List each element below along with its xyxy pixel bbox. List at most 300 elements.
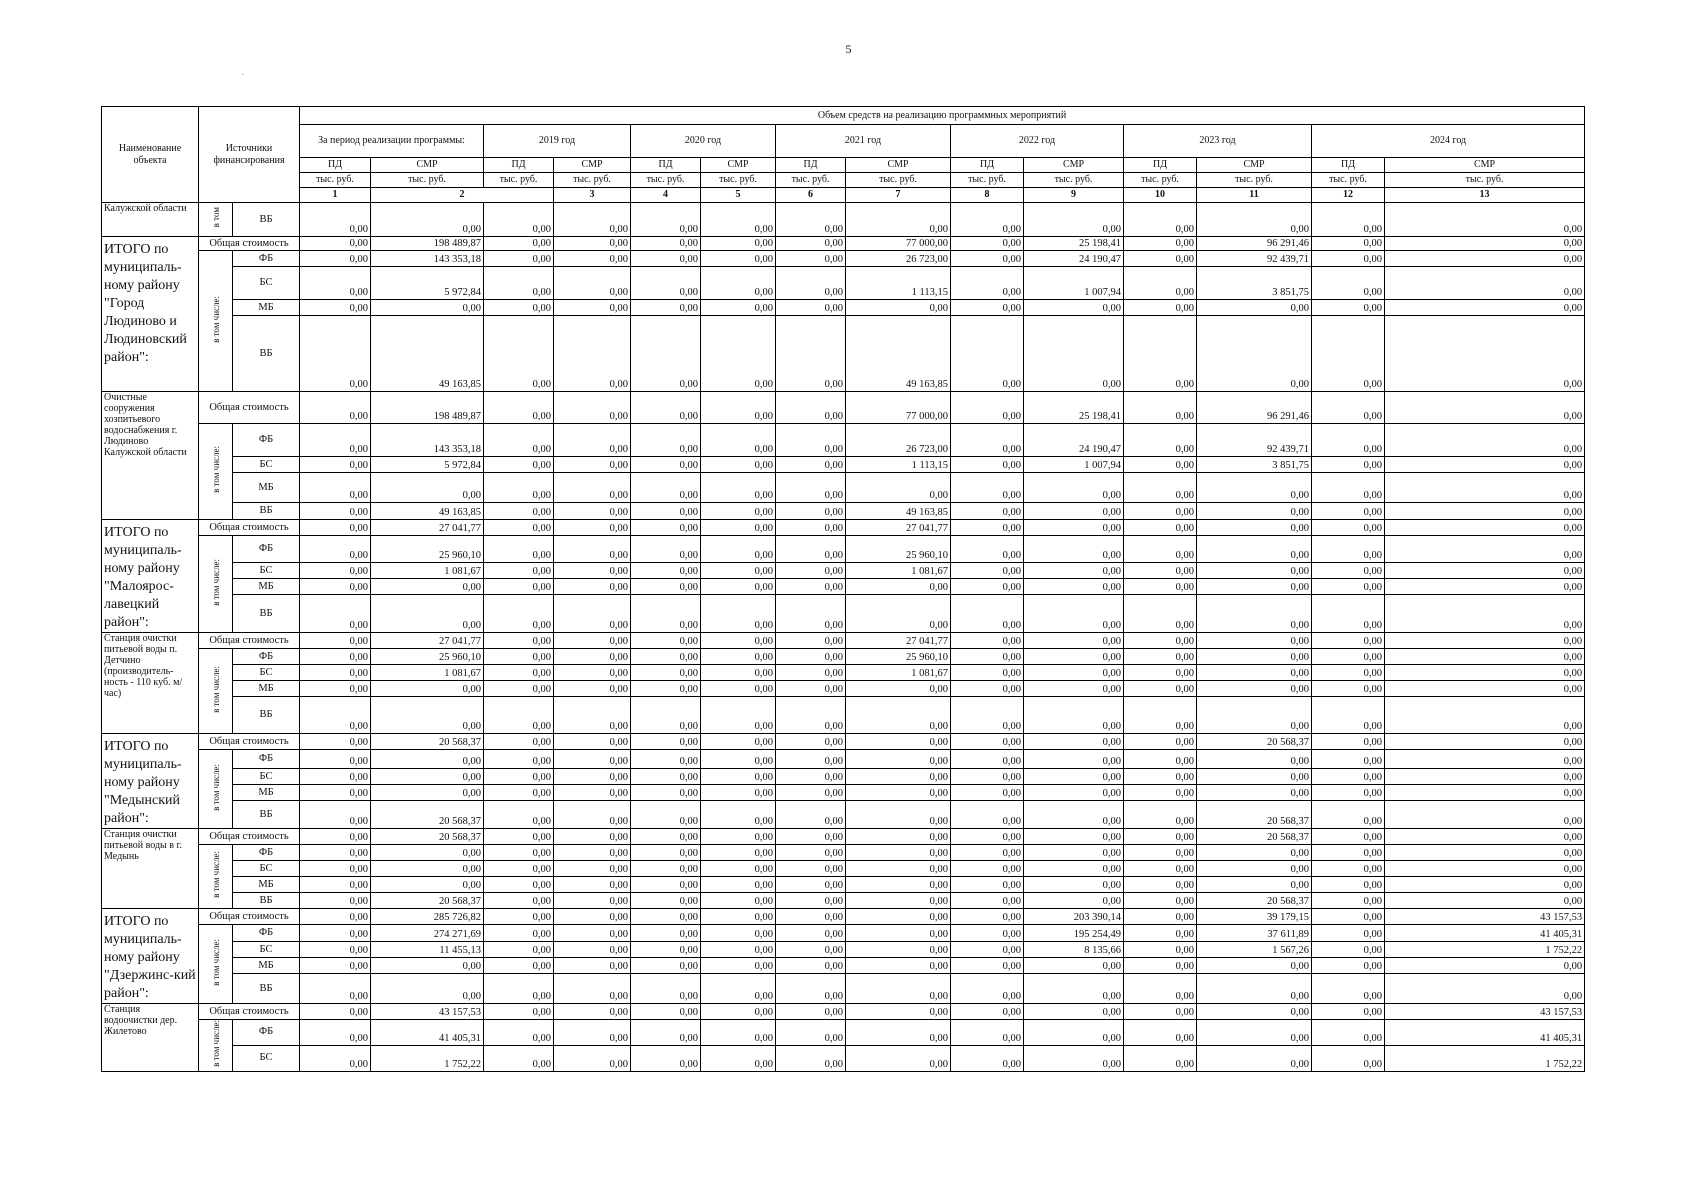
value-cell: 0,00	[776, 893, 846, 909]
value-cell: 0,00	[1024, 769, 1124, 785]
value-cell: 0,00	[701, 681, 776, 697]
value-cell: 0,00	[554, 681, 631, 697]
value-cell: 0,00	[701, 1045, 776, 1071]
source-code: МБ	[233, 300, 300, 316]
col-number: 5	[701, 188, 776, 203]
value-cell: 0,00	[1124, 893, 1197, 909]
value-cell: 0,00	[631, 785, 701, 801]
source-code: ВБ	[233, 595, 300, 633]
value-cell: 0,00	[776, 503, 846, 520]
value-cell: 0,00	[300, 300, 371, 316]
unit-label: тыс. руб.	[631, 173, 701, 188]
value-cell: 0,00	[1197, 1004, 1312, 1020]
value-cell: 0,00	[701, 457, 776, 473]
table-row	[102, 203, 1585, 237]
value-cell: 0,00	[631, 1020, 701, 1046]
table-row	[102, 893, 1585, 909]
value-cell: 0,00	[951, 845, 1024, 861]
value-cell: 0,00	[554, 203, 631, 237]
value-cell: 0,00	[1385, 203, 1585, 237]
value-cell: 41 405,31	[1385, 1020, 1585, 1046]
value-cell: 0,00	[701, 942, 776, 958]
value-cell: 0,00	[1124, 203, 1197, 237]
value-cell: 0,00	[631, 877, 701, 893]
value-cell: 0,00	[701, 665, 776, 681]
value-cell: 0,00	[846, 942, 951, 958]
value-cell: 0,00	[1024, 579, 1124, 595]
table-row	[102, 785, 1585, 801]
value-cell: 0,00	[300, 251, 371, 267]
value-cell: 0,00	[484, 536, 554, 563]
value-cell: 0,00	[776, 473, 846, 503]
value-cell: 0,00	[951, 251, 1024, 267]
value-cell: 0,00	[554, 1004, 631, 1020]
object-name: Очистные сооружения хозпитьевого водоснабжения г. Людиново Калужской области	[102, 392, 199, 520]
smr-header: СМР	[371, 158, 484, 173]
value-cell: 0,00	[1024, 503, 1124, 520]
value-cell: 0,00	[300, 681, 371, 697]
value-cell: 0,00	[846, 974, 951, 1004]
value-cell: 0,00	[701, 845, 776, 861]
value-cell: 0,00	[300, 785, 371, 801]
source-total: Общая стоимость	[199, 829, 300, 845]
value-cell: 0,00	[701, 925, 776, 942]
value-cell: 0,00	[701, 861, 776, 877]
value-cell: 0,00	[776, 316, 846, 392]
value-cell: 0,00	[951, 633, 1024, 649]
object-name: Станция очистки питьевой воды в г. Медынь	[102, 829, 199, 909]
value-cell: 0,00	[846, 300, 951, 316]
value-cell: 0,00	[776, 861, 846, 877]
value-cell: 0,00	[1024, 300, 1124, 316]
value-cell: 0,00	[1197, 1020, 1312, 1046]
value-cell: 0,00	[1312, 1004, 1385, 1020]
value-cell: 0,00	[951, 267, 1024, 300]
value-cell: 0,00	[554, 251, 631, 267]
value-cell: 0,00	[300, 769, 371, 785]
value-cell: 0,00	[1197, 520, 1312, 536]
value-cell: 0,00	[846, 829, 951, 845]
value-cell: 0,00	[1124, 785, 1197, 801]
source-code: ФБ	[233, 750, 300, 769]
value-cell: 0,00	[371, 958, 484, 974]
value-cell: 0,00	[846, 697, 951, 734]
table-row	[102, 909, 1585, 925]
value-cell: 0,00	[554, 958, 631, 974]
value-cell: 0,00	[1312, 734, 1385, 750]
value-cell: 0,00	[701, 503, 776, 520]
value-cell: 24 190,47	[1024, 251, 1124, 267]
value-cell: 0,00	[1385, 633, 1585, 649]
value-cell: 0,00	[1385, 237, 1585, 251]
value-cell: 0,00	[951, 801, 1024, 829]
table-row	[102, 801, 1585, 829]
value-cell: 0,00	[371, 845, 484, 861]
source-code: БС	[233, 861, 300, 877]
col-number: 1	[300, 188, 371, 203]
value-cell: 0,00	[1385, 681, 1585, 697]
value-cell: 0,00	[1197, 665, 1312, 681]
source-code: ВБ	[233, 697, 300, 734]
value-cell: 0,00	[631, 697, 701, 734]
value-cell: 0,00	[1312, 579, 1385, 595]
value-cell: 0,00	[1197, 1045, 1312, 1071]
value-cell: 0,00	[951, 595, 1024, 633]
value-cell: 0,00	[846, 958, 951, 974]
v-tom-chisle-text: в том числе:	[210, 665, 221, 713]
col-number: 10	[1124, 188, 1197, 203]
table-row	[102, 579, 1585, 595]
value-cell: 1 007,94	[1024, 267, 1124, 300]
value-cell: 43 157,53	[1385, 909, 1585, 925]
value-cell: 0,00	[300, 845, 371, 861]
value-cell: 0,00	[1197, 503, 1312, 520]
value-cell: 0,00	[776, 424, 846, 457]
value-cell: 0,00	[1024, 974, 1124, 1004]
unit-label: тыс. руб.	[846, 173, 951, 188]
value-cell: 0,00	[776, 974, 846, 1004]
table-row	[102, 1045, 1585, 1071]
value-cell: 0,00	[484, 1020, 554, 1046]
value-cell: 0,00	[1124, 909, 1197, 925]
value-cell: 11 455,13	[371, 942, 484, 958]
value-cell: 0,00	[554, 392, 631, 424]
value-cell: 0,00	[951, 237, 1024, 251]
v-tom-chisle-label	[199, 925, 233, 1004]
value-cell: 0,00	[1024, 1020, 1124, 1046]
value-cell: 0,00	[1124, 563, 1197, 579]
value-cell: 1 081,67	[371, 563, 484, 579]
table-row	[102, 925, 1585, 942]
table-row	[102, 424, 1585, 457]
col-number: 2	[371, 188, 554, 203]
value-cell: 0,00	[1312, 237, 1385, 251]
source-code: БС	[233, 769, 300, 785]
value-cell: 0,00	[484, 251, 554, 267]
value-cell: 0,00	[631, 251, 701, 267]
value-cell: 37 611,89	[1197, 925, 1312, 942]
value-cell: 0,00	[776, 267, 846, 300]
budget-table	[101, 106, 1585, 1072]
value-cell: 0,00	[484, 1045, 554, 1071]
value-cell: 0,00	[554, 563, 631, 579]
value-cell: 0,00	[776, 203, 846, 237]
value-cell: 0,00	[1197, 203, 1312, 237]
value-cell: 0,00	[951, 877, 1024, 893]
value-cell: 0,00	[484, 649, 554, 665]
value-cell: 0,00	[484, 563, 554, 579]
value-cell: 0,00	[951, 203, 1024, 237]
value-cell: 27 041,77	[371, 520, 484, 536]
table-row	[102, 697, 1585, 734]
v-tom-chisle-text: в том числе:	[210, 295, 221, 343]
value-cell: 0,00	[300, 473, 371, 503]
value-cell: 0,00	[701, 697, 776, 734]
value-cell: 0,00	[701, 1004, 776, 1020]
value-cell: 0,00	[846, 473, 951, 503]
value-cell: 0,00	[484, 633, 554, 649]
value-cell: 0,00	[300, 665, 371, 681]
value-cell: 0,00	[631, 942, 701, 958]
value-cell: 0,00	[300, 649, 371, 665]
value-cell: 0,00	[1124, 861, 1197, 877]
value-cell: 25 960,10	[371, 536, 484, 563]
source-total: Общая стоимость	[199, 1004, 300, 1020]
value-cell: 0,00	[776, 925, 846, 942]
value-cell: 0,00	[484, 392, 554, 424]
source-code: ФБ	[233, 424, 300, 457]
value-cell: 0,00	[300, 424, 371, 457]
value-cell: 0,00	[1124, 734, 1197, 750]
value-cell: 0,00	[701, 801, 776, 829]
value-cell: 27 041,77	[846, 520, 951, 536]
value-cell: 20 568,37	[1197, 734, 1312, 750]
value-cell: 0,00	[1385, 734, 1585, 750]
value-cell: 1 752,22	[1385, 1045, 1585, 1071]
value-cell: 0,00	[1197, 633, 1312, 649]
value-cell: 0,00	[1124, 633, 1197, 649]
value-cell: 0,00	[1124, 579, 1197, 595]
value-cell: 0,00	[484, 681, 554, 697]
value-cell: 0,00	[1312, 392, 1385, 424]
smr-header: СМР	[846, 158, 951, 173]
value-cell: 1 007,94	[1024, 457, 1124, 473]
value-cell: 0,00	[1385, 251, 1585, 267]
value-cell: 0,00	[1385, 520, 1585, 536]
source-total: Общая стоимость	[199, 633, 300, 649]
value-cell: 0,00	[846, 845, 951, 861]
unit-label: тыс. руб.	[1312, 173, 1385, 188]
value-cell: 0,00	[554, 801, 631, 829]
value-cell: 0,00	[776, 769, 846, 785]
value-cell: 0,00	[371, 750, 484, 769]
value-cell: 0,00	[1024, 829, 1124, 845]
value-cell: 0,00	[300, 633, 371, 649]
value-cell: 0,00	[300, 267, 371, 300]
value-cell: 0,00	[1312, 503, 1385, 520]
value-cell: 0,00	[1312, 829, 1385, 845]
value-cell: 0,00	[554, 697, 631, 734]
value-cell: 0,00	[1124, 697, 1197, 734]
value-cell: 0,00	[951, 536, 1024, 563]
value-cell: 0,00	[484, 300, 554, 316]
value-cell: 0,00	[701, 958, 776, 974]
value-cell: 0,00	[1124, 457, 1197, 473]
table-body	[102, 203, 1585, 1072]
value-cell: 0,00	[1024, 595, 1124, 633]
value-cell: 0,00	[701, 579, 776, 595]
value-cell: 8 135,66	[1024, 942, 1124, 958]
table-row	[102, 520, 1585, 536]
value-cell: 0,00	[1385, 785, 1585, 801]
value-cell: 26 723,00	[846, 424, 951, 457]
col-number: 4	[631, 188, 701, 203]
value-cell: 0,00	[776, 1020, 846, 1046]
col-number: 6	[776, 188, 846, 203]
value-cell: 0,00	[951, 1020, 1024, 1046]
value-cell: 0,00	[1385, 316, 1585, 392]
value-cell: 195 254,49	[1024, 925, 1124, 942]
smr-header: СМР	[1385, 158, 1585, 173]
value-cell: 0,00	[1124, 801, 1197, 829]
value-cell: 0,00	[1024, 649, 1124, 665]
value-cell: 0,00	[1197, 316, 1312, 392]
value-cell: 0,00	[846, 861, 951, 877]
value-cell: 0,00	[951, 520, 1024, 536]
source-code: БС	[233, 563, 300, 579]
value-cell: 0,00	[1124, 251, 1197, 267]
value-cell: 0,00	[300, 750, 371, 769]
smr-header: СМР	[1024, 158, 1124, 173]
value-cell: 0,00	[1312, 893, 1385, 909]
value-cell: 0,00	[484, 267, 554, 300]
value-cell: 0,00	[776, 536, 846, 563]
value-cell: 0,00	[1385, 845, 1585, 861]
v-tom-chisle-text: в том числе:	[210, 558, 221, 606]
value-cell: 0,00	[484, 665, 554, 681]
value-cell: 0,00	[1024, 633, 1124, 649]
value-cell: 0,00	[554, 633, 631, 649]
value-cell: 0,00	[631, 681, 701, 697]
value-cell: 0,00	[951, 893, 1024, 909]
value-cell: 0,00	[701, 829, 776, 845]
table-row	[102, 845, 1585, 861]
value-cell: 0,00	[631, 203, 701, 237]
value-cell: 0,00	[300, 925, 371, 942]
unit-label: тыс. руб.	[776, 173, 846, 188]
source-code: ВБ	[233, 974, 300, 1004]
value-cell: 0,00	[1312, 563, 1385, 579]
value-cell: 20 568,37	[1197, 829, 1312, 845]
source-code: БС	[233, 457, 300, 473]
table-row	[102, 473, 1585, 503]
v-tom-chisle-text: в том	[210, 207, 221, 228]
value-cell: 0,00	[1312, 633, 1385, 649]
value-cell: 0,00	[776, 595, 846, 633]
source-code: МБ	[233, 877, 300, 893]
value-cell: 0,00	[554, 1020, 631, 1046]
value-cell: 0,00	[776, 958, 846, 974]
value-cell: 0,00	[1312, 595, 1385, 633]
value-cell: 25 960,10	[846, 536, 951, 563]
value-cell: 198 489,87	[371, 237, 484, 251]
value-cell: 0,00	[1024, 845, 1124, 861]
value-cell: 0,00	[300, 734, 371, 750]
value-cell: 0,00	[1312, 316, 1385, 392]
value-cell: 0,00	[701, 316, 776, 392]
value-cell: 0,00	[1124, 769, 1197, 785]
value-cell: 0,00	[631, 845, 701, 861]
value-cell: 0,00	[631, 665, 701, 681]
value-cell: 26 723,00	[846, 251, 951, 267]
source-code: БС	[233, 942, 300, 958]
value-cell: 0,00	[631, 595, 701, 633]
value-cell: 0,00	[300, 829, 371, 845]
col-number: 3	[554, 188, 631, 203]
value-cell: 0,00	[631, 769, 701, 785]
year-header: 2022 год	[951, 125, 1124, 158]
value-cell: 0,00	[846, 1020, 951, 1046]
value-cell: 5 972,84	[371, 457, 484, 473]
year-header: 2021 год	[776, 125, 951, 158]
value-cell: 5 972,84	[371, 267, 484, 300]
value-cell: 0,00	[1024, 734, 1124, 750]
value-cell: 3 851,75	[1197, 267, 1312, 300]
value-cell: 0,00	[951, 734, 1024, 750]
value-cell: 0,00	[300, 861, 371, 877]
value-cell: 0,00	[951, 424, 1024, 457]
value-cell: 0,00	[484, 520, 554, 536]
value-cell: 0,00	[701, 473, 776, 503]
value-cell: 0,00	[631, 801, 701, 829]
table-row	[102, 665, 1585, 681]
value-cell: 0,00	[776, 909, 846, 925]
value-cell: 0,00	[300, 697, 371, 734]
value-cell: 0,00	[1124, 267, 1197, 300]
value-cell: 0,00	[776, 845, 846, 861]
value-cell: 0,00	[1024, 697, 1124, 734]
value-cell: 0,00	[1024, 520, 1124, 536]
value-cell: 0,00	[951, 909, 1024, 925]
value-cell: 77 000,00	[846, 392, 951, 424]
value-cell: 0,00	[1312, 457, 1385, 473]
value-cell: 0,00	[484, 697, 554, 734]
table-row	[102, 457, 1585, 473]
pd-header: ПД	[1124, 158, 1197, 173]
value-cell: 0,00	[776, 697, 846, 734]
value-cell: 203 390,14	[1024, 909, 1124, 925]
value-cell: 0,00	[300, 237, 371, 251]
value-cell: 0,00	[1124, 942, 1197, 958]
value-cell: 0,00	[300, 801, 371, 829]
value-cell: 0,00	[1312, 750, 1385, 769]
value-cell: 0,00	[1385, 300, 1585, 316]
object-name: ИТОГО по муниципаль-ному району "Медынский район":	[102, 734, 199, 829]
value-cell: 0,00	[701, 267, 776, 300]
value-cell: 0,00	[1385, 536, 1585, 563]
value-cell: 1 081,67	[846, 665, 951, 681]
value-cell: 0,00	[1312, 473, 1385, 503]
value-cell: 0,00	[776, 829, 846, 845]
table-row	[102, 861, 1585, 877]
value-cell: 0,00	[701, 909, 776, 925]
value-cell: 0,00	[776, 300, 846, 316]
value-cell: 0,00	[951, 457, 1024, 473]
value-cell: 0,00	[1197, 974, 1312, 1004]
col-number: 11	[1197, 188, 1312, 203]
value-cell: 0,00	[300, 563, 371, 579]
value-cell: 49 163,85	[846, 316, 951, 392]
value-cell: 0,00	[484, 1004, 554, 1020]
table-row	[102, 503, 1585, 520]
value-cell: 0,00	[484, 909, 554, 925]
value-cell: 0,00	[300, 974, 371, 1004]
value-cell: 0,00	[554, 424, 631, 457]
value-cell: 0,00	[701, 300, 776, 316]
pd-header: ПД	[1312, 158, 1385, 173]
value-cell: 0,00	[1385, 392, 1585, 424]
value-cell: 0,00	[846, 877, 951, 893]
value-cell: 0,00	[484, 877, 554, 893]
source-code: ВБ	[233, 893, 300, 909]
v-tom-chisle-text: в том числе:	[210, 446, 221, 493]
value-cell: 49 163,85	[371, 503, 484, 520]
value-cell: 0,00	[1124, 877, 1197, 893]
source-code: ВБ	[233, 203, 300, 237]
smr-header: СМР	[1197, 158, 1312, 173]
value-cell: 0,00	[1024, 861, 1124, 877]
value-cell: 49 163,85	[371, 316, 484, 392]
